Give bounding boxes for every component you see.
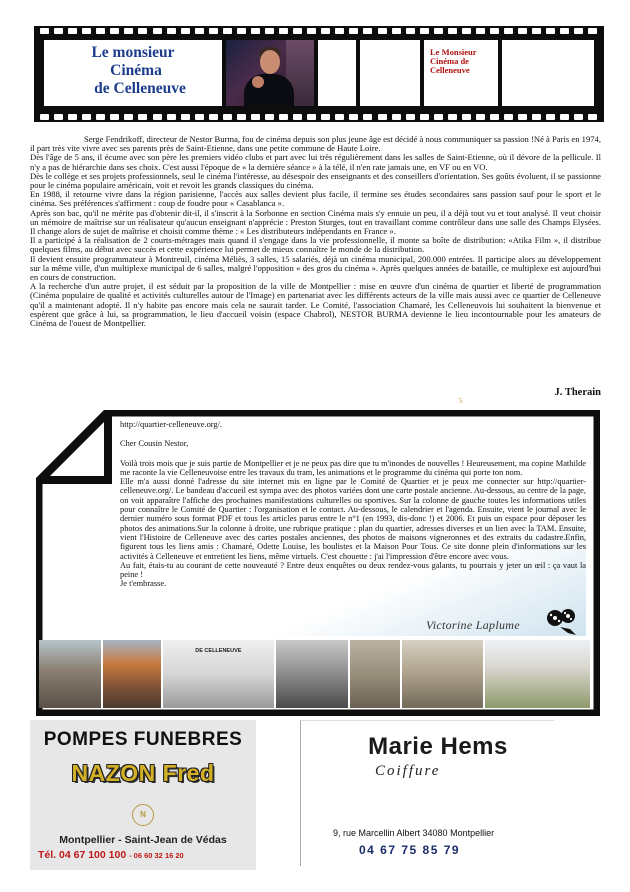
small-title-line: Le Monsieur: [430, 47, 477, 57]
letter-body: [120, 420, 586, 589]
postcard-photo: [163, 640, 275, 708]
hairdresser-ad-subtitle: Coiffure: [375, 763, 441, 779]
letter-paragraph: Je t'embrasse.: [120, 579, 167, 589]
film-reel-icon: [546, 607, 580, 637]
header-title-line: de Celleneuve: [94, 80, 186, 97]
letter-url: http://quartier-celleneuve.org/.: [120, 420, 223, 429]
letter-paragraph: Elle m'a aussi donné l'adresse du site internet mis en ligne par le Comité de Quartier et je peux me connecter sur http://quartier-celleneuve.org/. Le bandeau d'accueil est sympa avec des photos variées dont une carte postale ancienne. Au-dessous, au centre de la page, on voit apparaître l'affiche des prochaines manifestations culturelles ou sportives. Sur la colonne de gauche toutes les informations utiles pour connaître le Comité de Quartier : l'organisation et le contact. Au-dessous, le calendrier et l'agenda. Ensuite, vient le journal avec le dernier numéro sous format PDF et tous les articles parus entre le n°1 (en 1993, dis-donc !) et 2006. Et puis un espace pour déposer les photos des animations.Sur la colonne à droite, une rubrique pratique : plan du quartier, adresses diverses et un lien avec la TAM. Ensuite, vient l'Histoire de Celleneuve avec des cartes postales anciennes, des photos de maisons vigneronnes et des extraits du cadastre.Enfin, figurent tous les liens amis : Chamaré, Odette Louise, les boulistes et la Maison Pour Tous. Ce site donne plein d'informations sur les activités à Celleneuve et entretient les liens, même virtuels. C'est chouette : j'ai l'impression d'être encore avec vous.: [120, 477, 586, 561]
postcard-sign: DE CELLENEUVE: [195, 648, 242, 654]
article-paragraph: A la recherche d'un autre projet, il est séduit par la proposition de la ville de Montpellier : mise en œuvre d'un cinéma de quartier et liberté de programmation (Cinéma populaire de qualité et activités culturelles autour de l'Image) en partenariat avec les différents acteurs de la ville mais aussi avec ce quartier de Celleneuve qu'il a maintenant adopté. Il n'y habite pas encore mais cela ne saurait tarder. Le Comité, l'association Chamaré, les Celleneuvois lui souhaitent la bienvenue et espèrent que grâce à lui, sa programmation, le lieu d'accueil voisin (espace Chabrol), NESTOR BURMA devienne le lieu incontournable pour les amateurs de Cinéma de l'ouest de Montpellier.: [30, 281, 601, 329]
funeral-ad: [30, 720, 256, 870]
funeral-ad-name: NAZON Fred: [71, 760, 215, 786]
street-photo: [350, 640, 400, 708]
funeral-ad-phone-main: Tél. 04 67 100 100: [38, 849, 127, 861]
funeral-ad-logo: N: [132, 804, 154, 826]
funeral-ad-title: POMPES FUNEBRES: [43, 729, 243, 750]
funeral-ad-phone-mobile: - 06 60 32 16 20: [129, 851, 184, 860]
letter-paragraph: Au fait, étais-tu au courant de cette nouveauté ? Entre deux enquêtes ou deux rendez-vous galants, tu pourrais y jeter un œil : ça vaut la peine !: [120, 560, 586, 580]
funeral-ad-city: Montpellier - Saint-Jean de Védas: [59, 834, 227, 846]
article-paragraph: En 1988, il retourne vivre dans la région parisienne, l'accès aux salles devient plus facile, il termine ses études secondaires sans passion sauf pour le sport et le cinéma. Ses préférences s'affirment : coup de foudre pour « Casablanca ».: [30, 189, 601, 209]
article-paragraph: Serge Fendrikoff, directeur de Nestor Burma, fou de cinéma depuis son plus jeune âge est décidé à nous communiquer sa passion !Né à Paris en 1974, il part très vite vivre avec ses parents près de Saint-Etienne, dans une petite commune de Haute Loire.: [30, 134, 601, 154]
street-photo: [103, 640, 161, 708]
street-photo: [39, 640, 101, 708]
small-title-line: Celleneuve: [430, 65, 470, 75]
article-paragraph: Dès le collège et ses projets professionnels, seul le cinéma l'intéresse, au désespoir des enseignants et des conseillers d'orientation. Ses goûts évoluent, il se passionne pour le cinéma populaire américain, voit et revoit les grands classiques du cinéma.: [30, 170, 601, 191]
letter-signature: Victorine Laplume: [426, 618, 520, 632]
letter-greeting: Cher Cousin Nestor,: [120, 439, 189, 449]
hairdresser-ad-title: Marie Hems: [368, 733, 508, 760]
funeral-ad-phone: [38, 849, 184, 861]
article-paragraph: Dès l'âge de 5 ans, il écume avec son père les premiers vidéo clubs et part avec lui très régulièrement dans les salles de Saint-Etienne, où il dévore de la pellicule. Il n'y a pas de hiérarchie dans ses choix. C'est aussi l'époque de « la dernière séance » à la télé, il n'en rate jamais une, en VF ou en VO.: [30, 152, 601, 172]
article-signature: J. Therain: [554, 387, 601, 398]
street-photo: [276, 640, 348, 708]
hairdresser-ad: [300, 720, 554, 866]
page-mark: 5: [459, 397, 463, 405]
photo-strip: [39, 640, 590, 708]
street-photo: [485, 640, 590, 708]
small-title-line: Cinéma de: [430, 56, 469, 66]
article-paragraph: Après son bac, qu'il ne mérite pas d'obtenir dit-il, il s'inscrit à la Sorbonne en section Cinéma mais s'y ennuie un peu, il a déjà tout vu et tout analysé. Il veut choisir un mémoire de maîtrise sur un réalisateur qu'aucun enseignant n'apprécie : Preston Sturges, tout en travaillant comme contrôleur dans une salle des Champs Elysées. Il change alors de sujet de maîtrise et choisit comme thème : « Les distributeurs indépendants en France ».: [30, 207, 601, 237]
hairdresser-ad-address: 9, rue Marcellin Albert 34080 Montpellier: [333, 828, 495, 838]
hairdresser-ad-phone: 04 67 75 85 79: [359, 843, 461, 857]
article-paragraph: Il devient ensuite programmateur à Montreuil, cinéma Méliès, 3 salles, 15 salariés, déjà un cinéma municipal, 200.000 entrées. Il participe alors au développement sur la même ville, d'un multiplexe municipal de 6 salles, malgré l'opposition « des gros du cinéma ». Après quelques années de bataille, ce multiplexe est aujourd'hui en cours de construction.: [30, 253, 601, 283]
article-paragraph: Il a participé à la réalisation de 2 courts-métrages mais quand il s'engage dans la vie professionnelle, il monte sa boîte de distribution: «Atika Film », il distribue quelques films, au début avec succès et cette expérience lui permet de mieux connaître le monde de la distribution.: [30, 235, 601, 255]
letter-paragraph: Voilà trois mois que je suis partie de Montpellier et je ne peux pas dire que tu m'inondes de nouvelles ! Heureusement, ma copine Mathilde me raconte la vie Celleneuvoise entre les travaux du tram, les animations et le programme du cinéma qui porte ton nom.: [120, 458, 586, 477]
header-title-line: Cinéma: [110, 62, 162, 79]
header-title-line: Le monsieur: [91, 44, 175, 61]
street-photo: [402, 640, 484, 708]
